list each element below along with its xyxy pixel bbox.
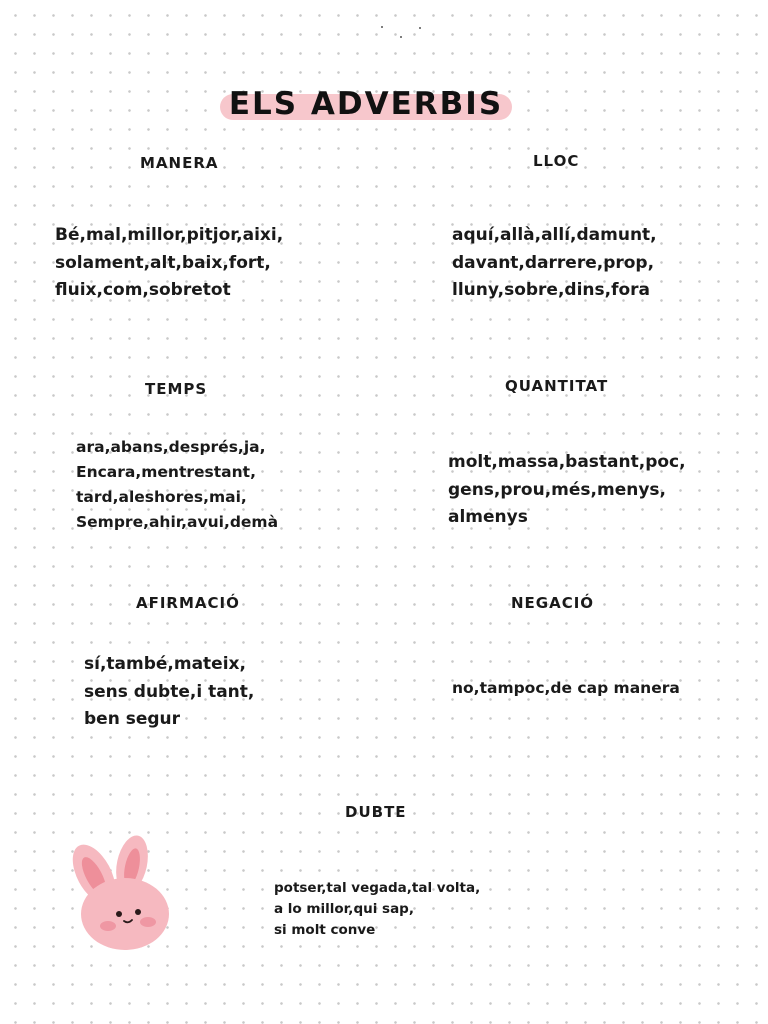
lloc-line: davant,darrere,prop, bbox=[452, 252, 655, 273]
heading-lloc: LLOC bbox=[533, 152, 580, 170]
section-negacio-text bbox=[452, 676, 680, 701]
title-banner bbox=[220, 84, 512, 124]
heading-afirmacio: AFIRMACIÓ bbox=[136, 594, 240, 612]
temps-line: tard,aleshores,mai, bbox=[76, 488, 247, 506]
manera-line: solament,alt,baix,fort, bbox=[55, 252, 271, 273]
section-manera-text bbox=[55, 222, 283, 305]
section-quantitat-text bbox=[448, 449, 686, 532]
temps-line: Encara,mentrestant, bbox=[76, 463, 256, 481]
section-temps-text bbox=[76, 435, 278, 535]
section-dubte-text bbox=[274, 878, 480, 941]
decorative-speck bbox=[419, 27, 421, 29]
bunny-right-eye bbox=[135, 909, 141, 915]
manera-line: Bé,mal,millor,pitjor,aixi, bbox=[55, 225, 284, 245]
temps-line: Sempre,ahir,avui,demà bbox=[76, 513, 279, 531]
negacio-line: no,tampoc,de cap manera bbox=[452, 679, 680, 697]
dubte-line: a lo millor,qui sap, bbox=[274, 901, 414, 917]
afirmacio-line: ben segur bbox=[84, 709, 181, 729]
section-afirmacio-text bbox=[84, 651, 254, 734]
section-lloc-text bbox=[452, 222, 657, 305]
bunny-sticker bbox=[62, 834, 182, 956]
bunny-left-eye bbox=[116, 911, 122, 917]
quantitat-line: gens,prou,més,menys, bbox=[448, 479, 666, 500]
heading-manera: MANERA bbox=[140, 154, 219, 172]
bunny-left-cheek bbox=[100, 921, 116, 931]
bunny-head bbox=[81, 878, 169, 950]
lloc-line: aquí,allà,allí,damunt, bbox=[452, 225, 657, 245]
manera-line: fluix,com,sobretot bbox=[55, 280, 231, 300]
heading-quantitat: QUANTITAT bbox=[505, 377, 609, 395]
dubte-line: potser,tal vegada,tal volta, bbox=[274, 880, 481, 896]
quantitat-line: molt,massa,bastant,poc, bbox=[448, 452, 686, 472]
bunny-right-cheek bbox=[140, 917, 156, 927]
afirmacio-line: sí,també,mateix, bbox=[84, 654, 246, 674]
temps-line: ara,abans,després,ja, bbox=[76, 438, 266, 456]
heading-negacio: NEGACIÓ bbox=[511, 594, 595, 612]
page-title: ELS ADVERBIS bbox=[228, 86, 504, 122]
heading-temps: TEMPS bbox=[145, 380, 208, 398]
decorative-speck bbox=[381, 26, 383, 28]
afirmacio-line: sens dubte,i tant, bbox=[84, 681, 255, 702]
quantitat-line: almenys bbox=[448, 507, 528, 527]
dubte-line: si molt conve bbox=[274, 922, 376, 938]
lloc-line: lluny,sobre,dins,fora bbox=[452, 280, 651, 300]
decorative-speck bbox=[400, 36, 402, 38]
heading-dubte: DUBTE bbox=[345, 803, 407, 821]
